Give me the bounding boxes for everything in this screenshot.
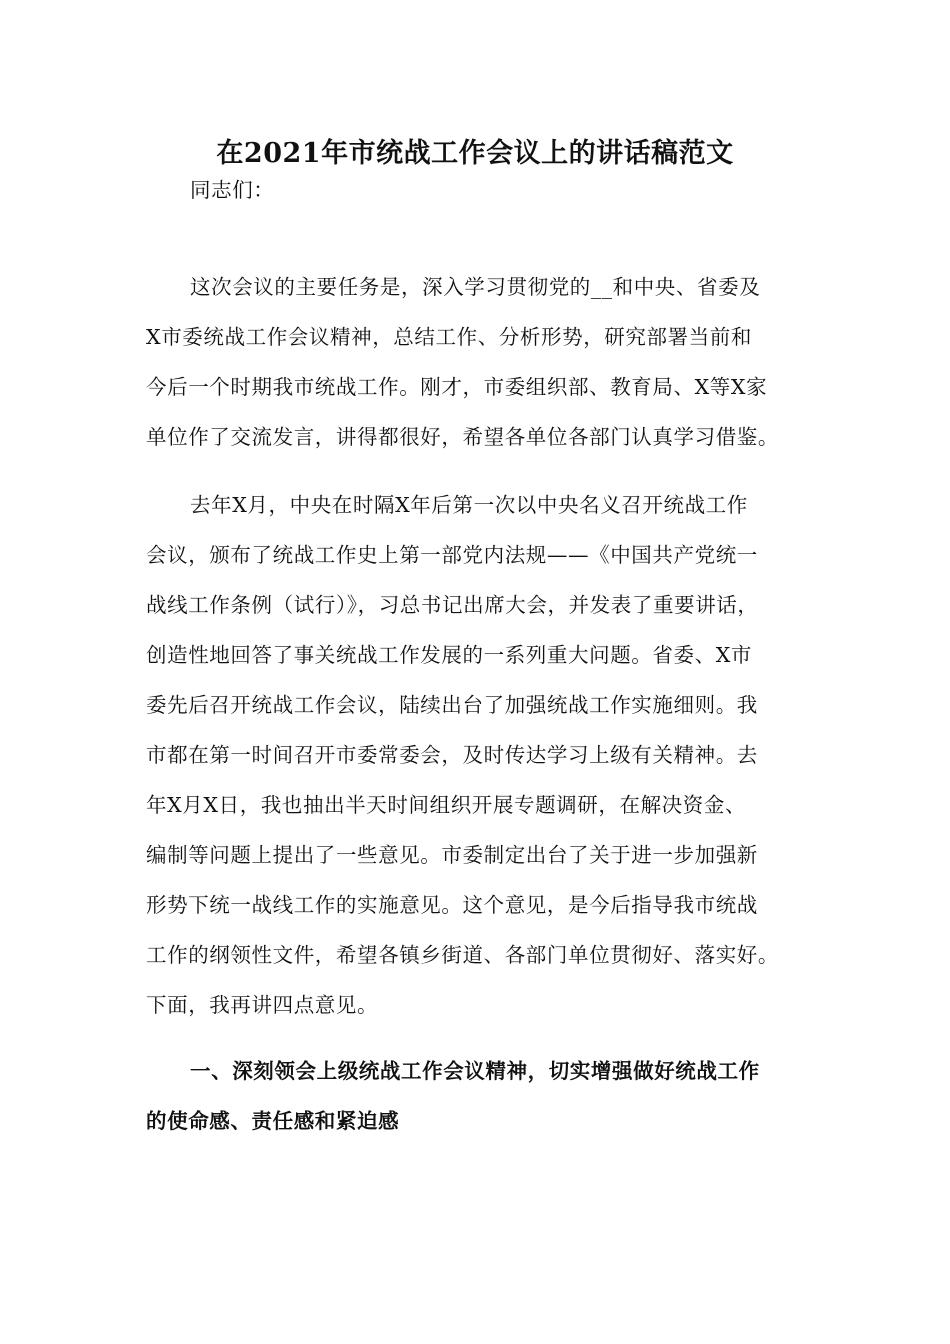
- paragraph-2-line-2: 会议，颁布了统战工作史上第一部党内法规——《中国共产党统一: [146, 543, 758, 567]
- paragraph-2-line-6: 市都在第一时间召开市委常委会，及时传达学习上级有关精神。去: [146, 743, 758, 767]
- paragraph-1-line-4: 单位作了交流发言，讲得都很好，希望各单位各部门认真学习借鉴。: [146, 425, 779, 449]
- salutation: 同志们：: [190, 178, 275, 202]
- section-heading-line-1: 一、深刻领会上级统战工作会议精神，切实增强做好统战工作: [190, 1059, 760, 1083]
- paragraph-2-line-3: 战线工作条例（试行）》，习总书记出席大会，并发表了重要讲话，: [146, 593, 759, 617]
- paragraph-2-line-1: 去年X月，中央在时隔X年后第一次以中央名义召开统战工作: [190, 493, 748, 517]
- document-title: 在2021年市统战工作会议上的讲话稿范文: [216, 138, 734, 169]
- paragraph-2-line-11: 下面，我再讲四点意见。: [146, 993, 379, 1017]
- paragraph-1-line-1: 这次会议的主要任务是，深入学习贯彻党的__和中央、省委及: [190, 275, 761, 299]
- paragraph-1-line-2: X市委统战工作会议精神，总结工作、分析形势，研究部署当前和: [146, 325, 752, 349]
- paragraph-2-line-10: 工作的纲领性文件，希望各镇乡街道、各部门单位贯彻好、落实好。: [146, 943, 779, 967]
- paragraph-2-line-7: 年X月X日，我也抽出半天时间组织开展专题调研，在解决资金、: [146, 793, 747, 817]
- section-heading-line-2: 的使命感、责任感和紧迫感: [146, 1109, 400, 1133]
- paragraph-2-line-8: 编制等问题上提出了一些意见。市委制定出台了关于进一步加强新: [146, 843, 758, 867]
- paragraph-1-line-3: 今后一个时期我市统战工作。刚才，市委组织部、教育局、X等X家: [146, 375, 768, 399]
- paragraph-2-line-4: 创造性地回答了事关统战工作发展的一系列重大问题。省委、X市: [146, 643, 752, 667]
- paragraph-2-line-9: 形势下统一战线工作的实施意见。这个意见，是今后指导我市统战: [146, 893, 758, 917]
- paragraph-2-line-5: 委先后召开统战工作会议，陆续出台了加强统战工作实施细则。我: [146, 693, 758, 717]
